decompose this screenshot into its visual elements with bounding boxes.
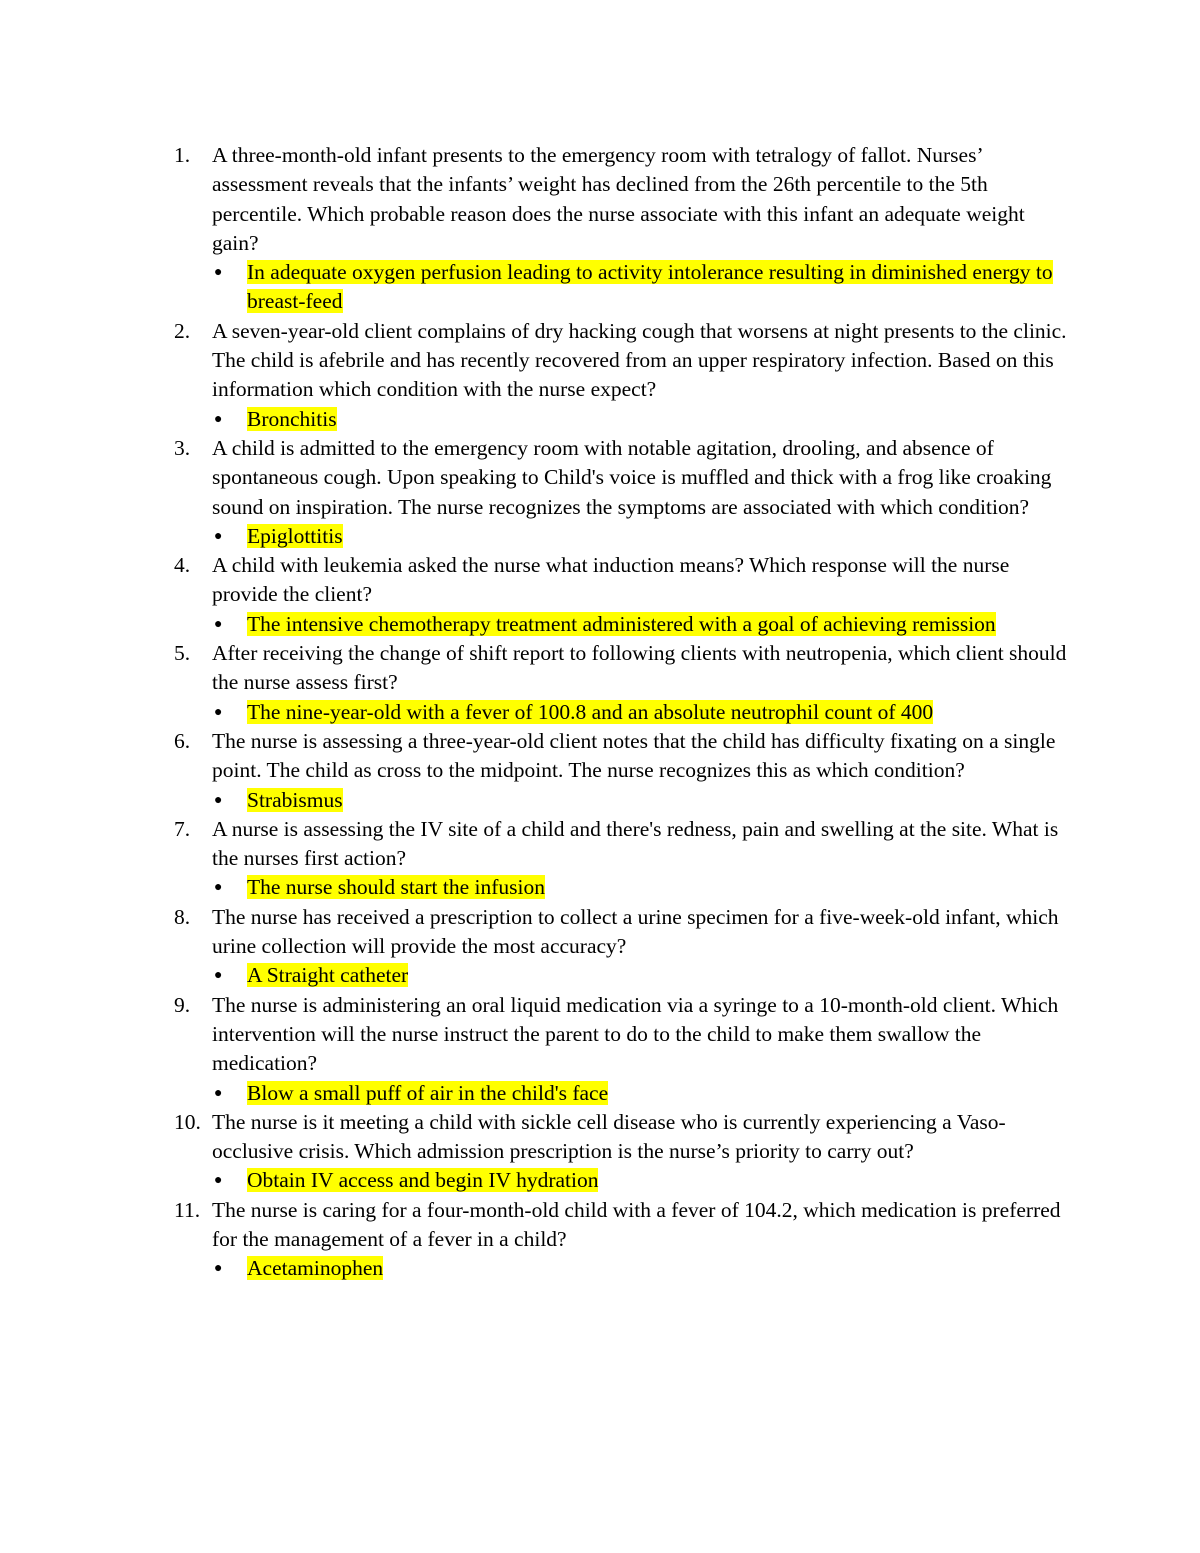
highlighted-answer: Strabismus: [247, 787, 343, 812]
question-text: A child with leukemia asked the nurse what induction means? Which response will the nurse provide the client?: [212, 553, 1010, 607]
question-text: A nurse is assessing the IV site of a child and there's redness, pain and swelling at the site. What is the nurses first action?: [212, 816, 1059, 871]
highlighted-answer: Obtain IV access and begin IV hydration: [247, 1168, 599, 1193]
question-number: 11.: [174, 1197, 201, 1222]
highlighted-answer: A Straight catheter: [247, 963, 409, 988]
question-number: 9.: [174, 992, 191, 1017]
bullet-icon: ●: [214, 1261, 223, 1277]
question-text: The nurse is caring for a four-month-old child with a fever of 104.2, which medication is preferred for the management of a fever in a child?: [212, 1197, 1061, 1251]
answer-item: [212, 522, 1074, 551]
question-number: 8.: [174, 904, 191, 929]
answer-item: [212, 1079, 1074, 1108]
bullet-icon: ●: [214, 528, 223, 544]
highlighted-answer: In adequate oxygen perfusion leading to activity intolerance resulting in diminished energy to breast-feed: [247, 260, 1053, 314]
highlighted-answer: Acetaminophen: [247, 1256, 384, 1281]
question-item: [174, 903, 1074, 991]
bullet-icon: ●: [214, 265, 223, 281]
highlighted-answer: The nine-year-old with a fever of 100.8 and an absolute neutrophil count of 400: [247, 699, 934, 724]
answer-item: [212, 698, 1074, 727]
bullet-icon: ●: [214, 880, 223, 896]
bullet-icon: ●: [214, 704, 223, 720]
answer-item: [212, 961, 1074, 990]
question-text: A seven-year-old client complains of dry hacking cough that worsens at night presents to the clinic. The child is afebrile and has recently recovered from an upper respiratory infection. Based on this information which condition with the nurse expect?: [212, 318, 1067, 402]
question-item: [174, 551, 1074, 639]
question-item: [174, 815, 1074, 903]
bullet-icon: ●: [214, 616, 223, 632]
question-text: The nurse is it meeting a child with sickle cell disease who is currently experiencing a Vaso-occlusive crisis. Which admission prescription is the nurse’s priority to carry out?: [212, 1109, 1006, 1164]
question-text: The nurse is administering an oral liquid medication via a syringe to a 10-month-old client. Which intervention will the nurse instruct the parent to do to the child to make them swallow the medication?: [212, 992, 1059, 1076]
question-item: [174, 1196, 1074, 1284]
bullet-icon: ●: [214, 968, 223, 984]
question-list: [174, 141, 1074, 1284]
bullet-icon: ●: [214, 411, 223, 427]
question-number: 3.: [174, 435, 191, 460]
question-item: [174, 991, 1074, 1108]
question-item: [174, 141, 1074, 317]
question-item: [174, 1108, 1074, 1196]
answer-item: [212, 610, 1074, 639]
question-text: A three-month-old infant presents to the emergency room with tetralogy of fallot. Nurses’ assessment reveals that the infants’ weight has declined from the 26th percentile to the 5th percentile. Which probable reason does the nurse associate with this infant an adequate weight gain?: [212, 143, 1025, 255]
question-text: A child is admitted to the emergency room with notable agitation, drooling, and absence of spontaneous cough. Upon speaking to Child's voice is muffled and thick with a frog like croaking sound on inspiration. The nurse recognizes the symptoms are associated with which condition?: [212, 435, 1052, 519]
answer-item: [212, 258, 1074, 317]
question-number: 7.: [174, 816, 191, 841]
highlighted-answer: The intensive chemotherapy treatment administered with a goal of achieving remission: [247, 611, 996, 636]
answer-item: [212, 1166, 1074, 1195]
highlighted-answer: Blow a small puff of air in the child's face: [247, 1080, 609, 1105]
question-text: After receiving the change of shift report to following clients with neutropenia, which client should the nurse assess first?: [212, 641, 1067, 695]
answer-item: [212, 405, 1074, 434]
highlighted-answer: The nurse should start the infusion: [247, 875, 545, 900]
question-text: The nurse is assessing a three-year-old client notes that the child has difficulty fixating on a single point. The child as cross to the midpoint. The nurse recognizes this as which condition?: [212, 728, 1056, 783]
question-number: 4.: [174, 553, 191, 578]
question-number: 10.: [174, 1109, 201, 1134]
bullet-icon: ●: [214, 1085, 223, 1101]
question-item: [174, 639, 1074, 727]
answer-item: [212, 1254, 1074, 1283]
question-number: 6.: [174, 728, 191, 753]
question-text: The nurse has received a prescription to collect a urine specimen for a five-week-old infant, which urine collection will provide the most accuracy?: [212, 904, 1059, 959]
question-item: [174, 317, 1074, 434]
highlighted-answer: Epiglottitis: [247, 523, 343, 548]
question-item: [174, 434, 1074, 551]
question-number: 2.: [174, 318, 191, 343]
answer-item: [212, 786, 1074, 815]
question-number: 1.: [174, 143, 191, 167]
bullet-icon: ●: [214, 1173, 223, 1189]
answer-item: [212, 873, 1074, 902]
bullet-icon: ●: [214, 792, 223, 808]
highlighted-answer: Bronchitis: [247, 406, 337, 431]
question-number: 5.: [174, 641, 191, 666]
question-item: [174, 727, 1074, 815]
